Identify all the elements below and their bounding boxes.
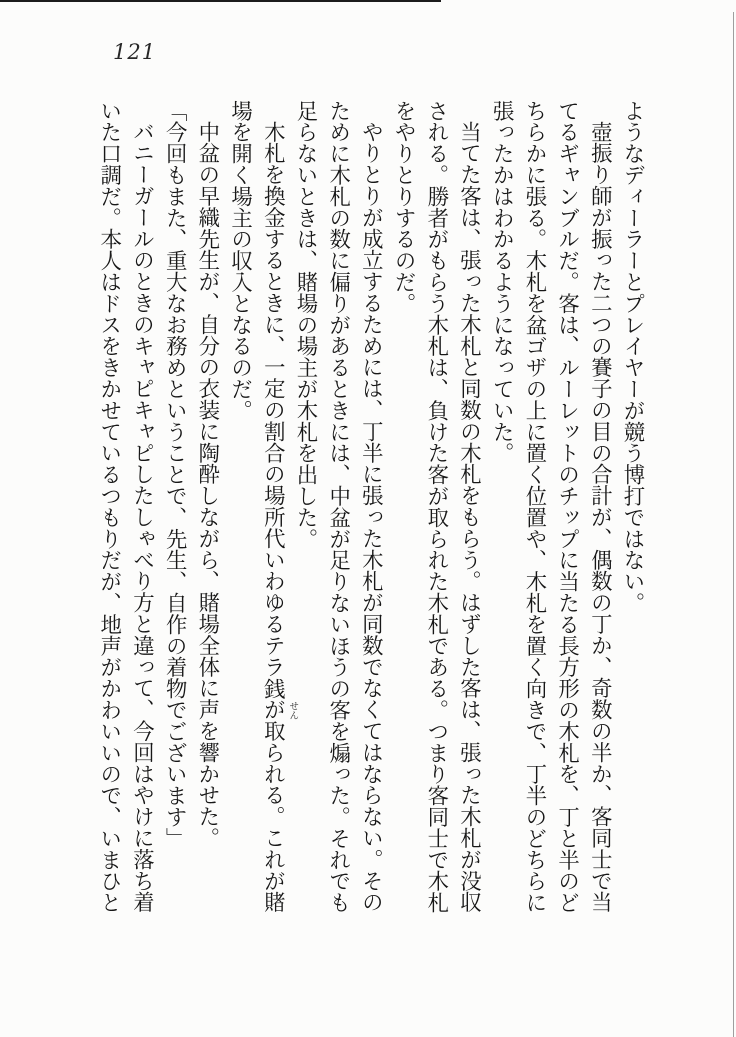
text-line: 中盆の早織先生が、自分の衣装に陶酔しながら、賭場全体に声を響かせた。 [194,121,220,849]
ruby-furigana: せん [287,701,299,721]
text-line: 張ったかはわかるようになっていた。 [489,100,515,464]
text-line: てるギャンブルだ。客は、ルーレットのチップに当たる長方形の木札を、丁と半のど [554,100,580,914]
scan-top-edge-artifact [0,0,441,2]
text-line: やりとりが成立するためには、丁半に張った木札が同数でなくてはならない。その [358,121,384,914]
text-line: 当てた客は、張った木札と同数の木札をもらう。はずした客は、張った木札が没収 [456,121,482,914]
scan-right-edge-line [733,12,735,1037]
ruby-base: 銭 せん [260,677,299,721]
text-line: 「今回もまた、重大なお務めということで、先生、自作の着物でございます」 [162,100,188,849]
text-line: される。勝者がもらう木札は、負けた客が取られた木札である。つまり客同士で木札 [423,100,449,914]
text-line: 場を開く場主の収入となるのだ。 [227,100,253,421]
text-block [92,100,648,924]
text-line: ようなディーラーとプレイヤーが競う博打ではない。 [620,100,645,614]
text-line: いた口調だ。本人はドスをきかせているつもりだが、地声がかわいいので、いまひと [96,100,122,914]
text-line: バニーガールのときのキャピキャピしたしゃべり方と違って、今回はやけに落ち着 [129,121,155,914]
text-line: ために木札の数に偏りがあるときには、中盆が足りないほうの客を煽った。それでも [325,100,351,914]
text-line: 足らないときは、賭場の場主が木札を出した。 [292,100,318,550]
text-line: 木札を換金するときに、一定の割合の場所代いわゆるテラ銭 せん が取られる。これが賭 [260,121,299,914]
text-line: をやりとりするのだ。 [391,100,417,314]
text-line: 壺振り師が振った二つの賽子の目の合計が、偶数の丁か、奇数の半か、客同士で当 [587,121,613,914]
page-number: 121 [113,40,157,64]
text-line: ちらかに張る。木札を盆ゴザの上に置く位置や、木札を置く向きで、丁半のどちらに [521,100,547,914]
